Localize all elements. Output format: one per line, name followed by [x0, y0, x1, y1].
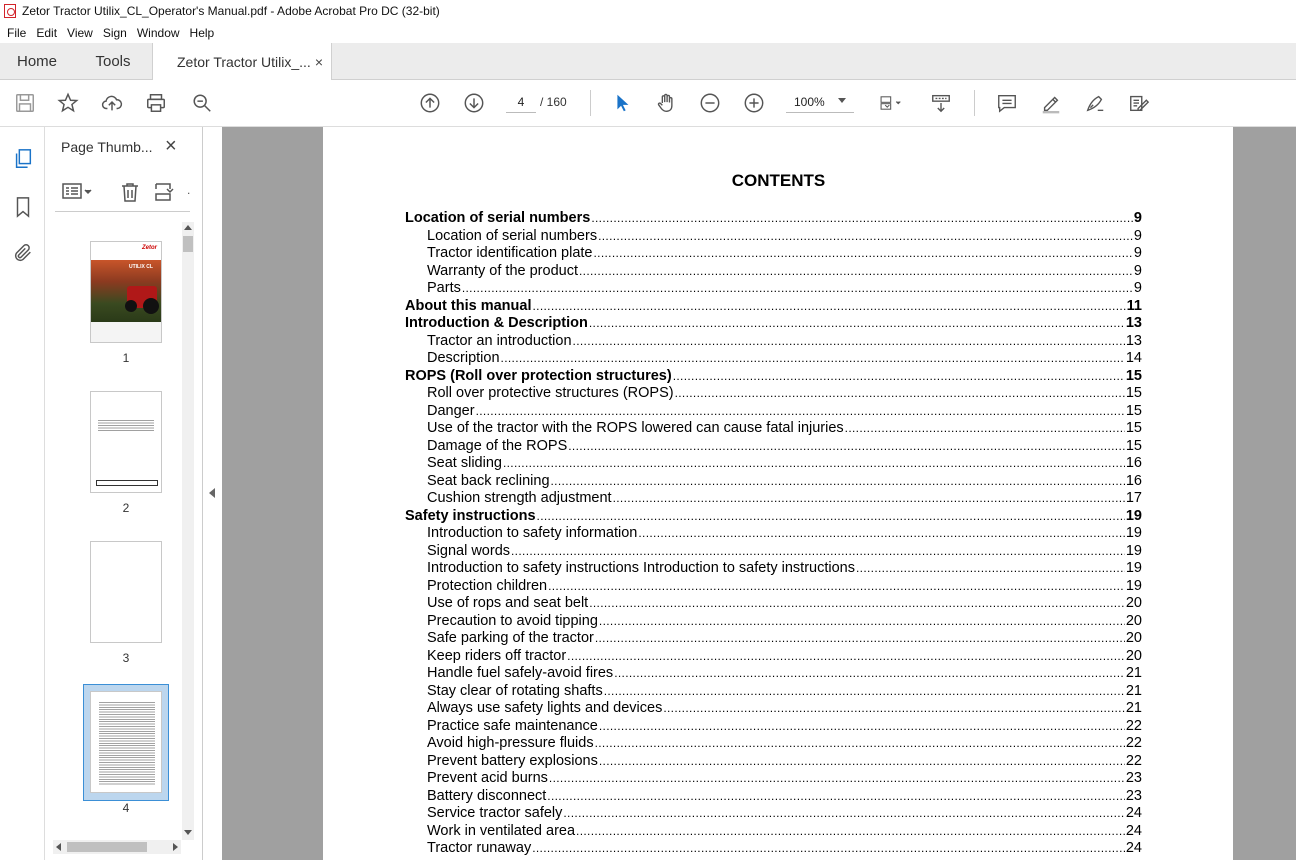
- toc-dot-leader: [551, 473, 1125, 491]
- panel-divider: [55, 211, 190, 212]
- toc-entry-title: Handle fuel safely-avoid fires: [427, 665, 614, 681]
- toc-dot-leader: [845, 420, 1125, 438]
- toc-entry-title: Introduction & Description: [405, 315, 588, 331]
- tab-document[interactable]: [152, 43, 332, 81]
- toc-entry[interactable]: [405, 385, 1142, 403]
- toc-entry[interactable]: [405, 648, 1142, 666]
- menu-sign[interactable]: Sign: [102, 25, 127, 40]
- toc-entry-page: 15: [1125, 402, 1142, 419]
- toc-entry[interactable]: [405, 718, 1142, 736]
- toc-dot-leader: [595, 630, 1125, 648]
- delete-page-icon[interactable]: [119, 181, 141, 206]
- toc-dot-leader: [549, 770, 1125, 788]
- toc-dot-leader: [613, 490, 1125, 508]
- scroll-down-icon[interactable]: [184, 830, 192, 835]
- toc-dot-leader: [563, 805, 1124, 823]
- toc-dot-leader: [591, 210, 1133, 228]
- menu-view[interactable]: View: [67, 25, 93, 40]
- toc-entry[interactable]: [405, 438, 1142, 456]
- page-thumbnail[interactable]: [90, 691, 162, 793]
- toc-entry-page: 16: [1125, 472, 1142, 489]
- toc-entry-page: 21: [1125, 665, 1142, 681]
- cover-brand: Zetor: [142, 245, 157, 251]
- page-text-lines: [99, 702, 155, 786]
- toc-entry-page: 15: [1125, 367, 1142, 384]
- panel-collapse-handle[interactable]: [203, 127, 222, 860]
- toc-dot-leader: [567, 648, 1125, 666]
- toc-dot-leader: [579, 263, 1133, 281]
- toc-dot-leader: [532, 298, 1125, 316]
- toc-entry-title: Prevent battery explosions: [427, 752, 598, 769]
- acrobat-pdf-icon: [4, 4, 16, 18]
- toc-entry-page: 15: [1125, 385, 1142, 401]
- chevron-down-icon[interactable]: [838, 98, 846, 103]
- scroll-right-icon[interactable]: [173, 843, 178, 851]
- toc-entry-page: 21: [1125, 700, 1142, 716]
- toc-entry-title: Keep riders off tractor: [427, 647, 567, 664]
- thumbnail-page-number: 4: [122, 801, 130, 815]
- tab-document-label: Zetor Tractor Utilix_...: [177, 54, 311, 70]
- toc-entry-page: 11: [1126, 297, 1142, 314]
- thumbnail-page-number: 2: [122, 501, 130, 515]
- scroll-left-icon[interactable]: [56, 843, 61, 851]
- zoom-out-icon[interactable]: [698, 91, 722, 115]
- rotate-page-icon[interactable]: [153, 181, 175, 206]
- toc-entry[interactable]: [405, 263, 1142, 281]
- menu-window[interactable]: Window: [136, 25, 180, 40]
- thumbnail-page-number: 1: [122, 351, 130, 365]
- document-viewport[interactable]: [222, 127, 1296, 860]
- toc-dot-leader: [589, 595, 1125, 613]
- scrollbar-thumb[interactable]: [183, 236, 193, 252]
- toc-entry[interactable]: [405, 490, 1142, 508]
- toc-dot-leader: [856, 560, 1125, 578]
- toc-entry[interactable]: [405, 350, 1142, 368]
- tab-close-icon[interactable]: ×: [314, 54, 323, 70]
- toc-entry-title: Seat back reclining: [427, 472, 550, 489]
- pdf-page: [323, 127, 1233, 860]
- toc-dot-leader: [599, 613, 1125, 631]
- tractor-wheel: [143, 298, 159, 314]
- navigation-rail: [0, 127, 45, 860]
- comment-icon[interactable]: [995, 91, 1019, 115]
- toc-entry-page: 20: [1125, 595, 1142, 611]
- toc-entry-page: 9: [1133, 262, 1142, 279]
- sign-pen-icon[interactable]: [1083, 91, 1107, 115]
- toc-entry-title: Safety instructions: [405, 507, 536, 524]
- toc-dot-leader: [537, 508, 1125, 526]
- toc-entry[interactable]: [405, 525, 1142, 543]
- toc-entry-title: Parts: [427, 280, 461, 296]
- cover-footer: [91, 322, 162, 343]
- save-icon[interactable]: [13, 91, 37, 115]
- cover-title: UTILIX CL: [129, 264, 153, 270]
- page-thumbnails-icon[interactable]: [11, 147, 35, 171]
- toc-entry[interactable]: [405, 245, 1142, 263]
- toc-entry[interactable]: [405, 508, 1142, 526]
- toc-entry-page: 19: [1125, 507, 1142, 524]
- more-options-icon[interactable]: .: [187, 183, 191, 197]
- toc-dot-leader: [675, 385, 1125, 403]
- attachment-icon[interactable]: [11, 241, 35, 265]
- tractor-wheel: [125, 300, 137, 312]
- toc-entry[interactable]: [405, 403, 1142, 421]
- toc-entry-page: 24: [1125, 822, 1142, 839]
- toc-dot-leader: [604, 683, 1125, 701]
- edit-tools-icon[interactable]: [1127, 91, 1151, 115]
- toc-entry-title: Roll over protective structures (ROPS): [427, 385, 674, 401]
- toc-entry[interactable]: [405, 543, 1142, 561]
- page-title: CONTENTS: [731, 171, 826, 190]
- toc-entry-page: 22: [1125, 717, 1142, 734]
- toc-dot-leader: [548, 578, 1125, 596]
- page-text-box: [96, 480, 158, 486]
- toc-entry-title: Danger: [427, 402, 475, 419]
- toc-entry[interactable]: [405, 753, 1142, 771]
- toc-dot-leader: [638, 525, 1124, 543]
- thumbnail-page-number: 3: [122, 651, 130, 665]
- tab-home[interactable]: Home: [16, 52, 57, 70]
- collapse-left-icon[interactable]: [209, 488, 215, 498]
- menu-edit[interactable]: Edit: [36, 25, 58, 40]
- next-page-icon[interactable]: [462, 91, 486, 115]
- thumbnails-panel: [45, 127, 203, 860]
- toc-entry[interactable]: [405, 368, 1142, 386]
- toc-entry[interactable]: [405, 805, 1142, 823]
- toc-entry-title: Precaution to avoid tipping: [427, 612, 598, 629]
- thumbnail-vertical-scrollbar[interactable]: [182, 222, 194, 840]
- page-count: / 160: [540, 95, 567, 109]
- toc-entry-page: 19: [1125, 525, 1142, 541]
- page-thumbnail[interactable]: [90, 241, 162, 343]
- toc-entry-page: 15: [1125, 420, 1142, 436]
- menu-bar: [0, 22, 1296, 43]
- thumbnail-toolbar: [45, 177, 203, 209]
- toc-entry-page: 9: [1133, 245, 1142, 261]
- toc-entry-page: 19: [1125, 560, 1142, 576]
- page-text-lines: [98, 420, 154, 432]
- toc-entry[interactable]: [405, 735, 1142, 753]
- toc-entry-title: Stay clear of rotating shafts: [427, 682, 603, 699]
- toc-dot-leader: [511, 543, 1125, 561]
- toc-entry-title: About this manual: [405, 297, 532, 314]
- toc-entry-title: Practice safe maintenance: [427, 717, 598, 734]
- thumbnail-options-icon[interactable]: [61, 181, 95, 206]
- toc-entry[interactable]: [405, 613, 1142, 631]
- toc-entry-page: 22: [1125, 752, 1142, 769]
- toc-entry[interactable]: [405, 700, 1142, 718]
- toc-entry[interactable]: [405, 560, 1142, 578]
- toc-entry-page: 13: [1125, 332, 1142, 349]
- toc-entry-page: 24: [1125, 840, 1142, 856]
- toc-entry[interactable]: [405, 840, 1142, 858]
- upload-cloud-icon[interactable]: [100, 91, 124, 115]
- toc-entry-page: 9: [1133, 210, 1142, 226]
- toc-dot-leader: [576, 823, 1125, 841]
- toc-entry[interactable]: [405, 420, 1142, 438]
- toc-entry[interactable]: [405, 770, 1142, 788]
- toc-entry[interactable]: [405, 210, 1142, 228]
- toc-entry-title: Signal words: [427, 542, 511, 559]
- star-bookmark-icon[interactable]: [56, 91, 80, 115]
- toc-dot-leader: [547, 788, 1125, 806]
- toc-entry[interactable]: [405, 630, 1142, 648]
- toc-dot-leader: [599, 753, 1125, 771]
- scroll-mode-icon[interactable]: [929, 91, 953, 115]
- toc-dot-leader: [663, 700, 1125, 718]
- tab-tools[interactable]: Tools: [95, 52, 131, 70]
- toc-entry-page: 21: [1125, 682, 1142, 699]
- page-thumbnail[interactable]: [90, 541, 162, 643]
- toc-entry-page: 16: [1125, 455, 1142, 471]
- toc-entry[interactable]: [405, 315, 1142, 333]
- toc-entry[interactable]: [405, 228, 1142, 246]
- highlight-pen-icon[interactable]: [1039, 91, 1063, 115]
- toc-entry[interactable]: [405, 298, 1142, 316]
- page-display-icon[interactable]: [874, 91, 906, 115]
- toc-dot-leader: [599, 718, 1125, 736]
- toc-dot-leader: [595, 735, 1125, 753]
- toc-entry-title: Tractor an introduction: [427, 332, 572, 349]
- zoom-level-select[interactable]: 100%: [786, 91, 854, 113]
- toc-entry-title: Always use safety lights and devices: [427, 700, 663, 716]
- toc-entry-title: Prevent acid burns: [427, 770, 548, 786]
- hand-tool-icon[interactable]: [654, 91, 678, 115]
- toc-entry[interactable]: [405, 455, 1142, 473]
- toc-entry-page: 13: [1125, 315, 1142, 331]
- toc-entry-title: Battery disconnect: [427, 787, 547, 804]
- toc-entry-title: Warranty of the product: [427, 262, 578, 279]
- toc-entry-title: Tractor identification plate: [427, 245, 593, 261]
- toc-entry[interactable]: [405, 578, 1142, 596]
- toc-dot-leader: [673, 368, 1125, 386]
- toc-entry-title: Location of serial numbers: [405, 210, 591, 226]
- main-toolbar: [0, 80, 1296, 127]
- toc-entry-title: Protection children: [427, 577, 548, 594]
- toc-dot-leader: [573, 333, 1125, 351]
- toc-entry-page: 19: [1125, 577, 1142, 594]
- toc-entry-title: Safe parking of the tractor: [427, 630, 594, 646]
- toolbar-divider: [974, 90, 975, 116]
- toc-dot-leader: [589, 315, 1125, 333]
- previous-page-icon[interactable]: [418, 91, 442, 115]
- toc-entry[interactable]: [405, 788, 1142, 806]
- page-thumbnail[interactable]: [90, 391, 162, 493]
- thumbnail-horizontal-scrollbar[interactable]: [53, 840, 181, 854]
- toc-entry-page: 20: [1125, 630, 1142, 646]
- toc-entry-page: 22: [1125, 735, 1142, 751]
- toc-entry-title: Description: [427, 350, 500, 366]
- toc-dot-leader: [598, 228, 1133, 246]
- search-zoom-icon[interactable]: [190, 91, 214, 115]
- toc-dot-leader: [503, 455, 1125, 473]
- toc-entry-title: ROPS (Roll over protection structures): [405, 367, 672, 384]
- toc-entry[interactable]: [405, 823, 1142, 841]
- toc-entry[interactable]: [405, 280, 1142, 298]
- toc-entry[interactable]: [405, 665, 1142, 683]
- toc-entry-page: 24: [1125, 805, 1142, 821]
- toc-entry-page: 23: [1125, 770, 1142, 786]
- toc-entry-title: Use of rops and seat belt: [427, 595, 589, 611]
- toc-entry-title: Cushion strength adjustment: [427, 490, 612, 506]
- toc-entry-page: 20: [1125, 647, 1142, 664]
- menu-file[interactable]: File: [7, 25, 27, 40]
- toc-entry-title: Damage of the ROPS: [427, 437, 568, 454]
- menu-help[interactable]: Help: [189, 25, 215, 40]
- toc-entry[interactable]: [405, 333, 1142, 351]
- select-cursor-icon[interactable]: [610, 91, 634, 115]
- toc-entry-page: 23: [1125, 787, 1142, 804]
- bookmark-icon[interactable]: [11, 195, 35, 219]
- toc-entry-title: Introduction to safety information: [427, 525, 638, 541]
- toc-entry[interactable]: [405, 473, 1142, 491]
- panel-title: Page Thumb...: [61, 139, 153, 155]
- toc-dot-leader: [594, 245, 1133, 263]
- page-number-input[interactable]: 4: [506, 91, 536, 113]
- toc-entry-page: 9: [1133, 227, 1142, 244]
- toc-entry-page: 19: [1125, 542, 1142, 559]
- toc-dot-leader: [501, 350, 1125, 368]
- scrollbar-thumb[interactable]: [67, 842, 147, 852]
- toc-entry-page: 15: [1125, 437, 1142, 454]
- scroll-up-icon[interactable]: [184, 225, 192, 230]
- toc-entry-title: Tractor runaway: [427, 840, 532, 856]
- cover-photo: [91, 260, 162, 322]
- title-bar: [0, 0, 1296, 22]
- toc-entry-page: 14: [1125, 350, 1142, 366]
- toc-entry-title: Seat sliding: [427, 455, 502, 471]
- toc-dot-leader: [614, 665, 1125, 683]
- toc-entry-title: Introduction to safety instructions Introduction to safety instructions: [427, 560, 855, 576]
- toc-dot-leader: [462, 280, 1133, 298]
- tab-bar: [0, 43, 1296, 80]
- toc-entry-title: Avoid high-pressure fluids: [427, 735, 594, 751]
- cover-header: [91, 242, 162, 260]
- toc-entry-page: 9: [1133, 280, 1142, 296]
- toc-entry-title: Service tractor safely: [427, 805, 563, 821]
- table-of-contents: [405, 210, 1142, 858]
- close-icon[interactable]: ×: [165, 135, 177, 157]
- toc-entry-title: Use of the tractor with the ROPS lowered can cause fatal injuries: [427, 420, 844, 436]
- toc-entry[interactable]: [405, 683, 1142, 701]
- toc-entry-page: 17: [1125, 490, 1142, 506]
- zoom-in-icon[interactable]: [742, 91, 766, 115]
- window-title: Zetor Tractor Utilix_CL_Operator's Manual.pdf - Adobe Acrobat Pro DC (32-bit): [22, 4, 440, 18]
- toc-entry-title: Work in ventilated area: [427, 822, 576, 839]
- toc-entry-page: 20: [1125, 612, 1142, 629]
- toolbar-divider: [590, 90, 591, 116]
- toc-dot-leader: [568, 438, 1125, 456]
- toc-dot-leader: [476, 403, 1125, 421]
- toc-dot-leader: [532, 840, 1125, 858]
- toc-entry-title: Location of serial numbers: [427, 227, 598, 244]
- toc-entry[interactable]: [405, 595, 1142, 613]
- print-icon[interactable]: [144, 91, 168, 115]
